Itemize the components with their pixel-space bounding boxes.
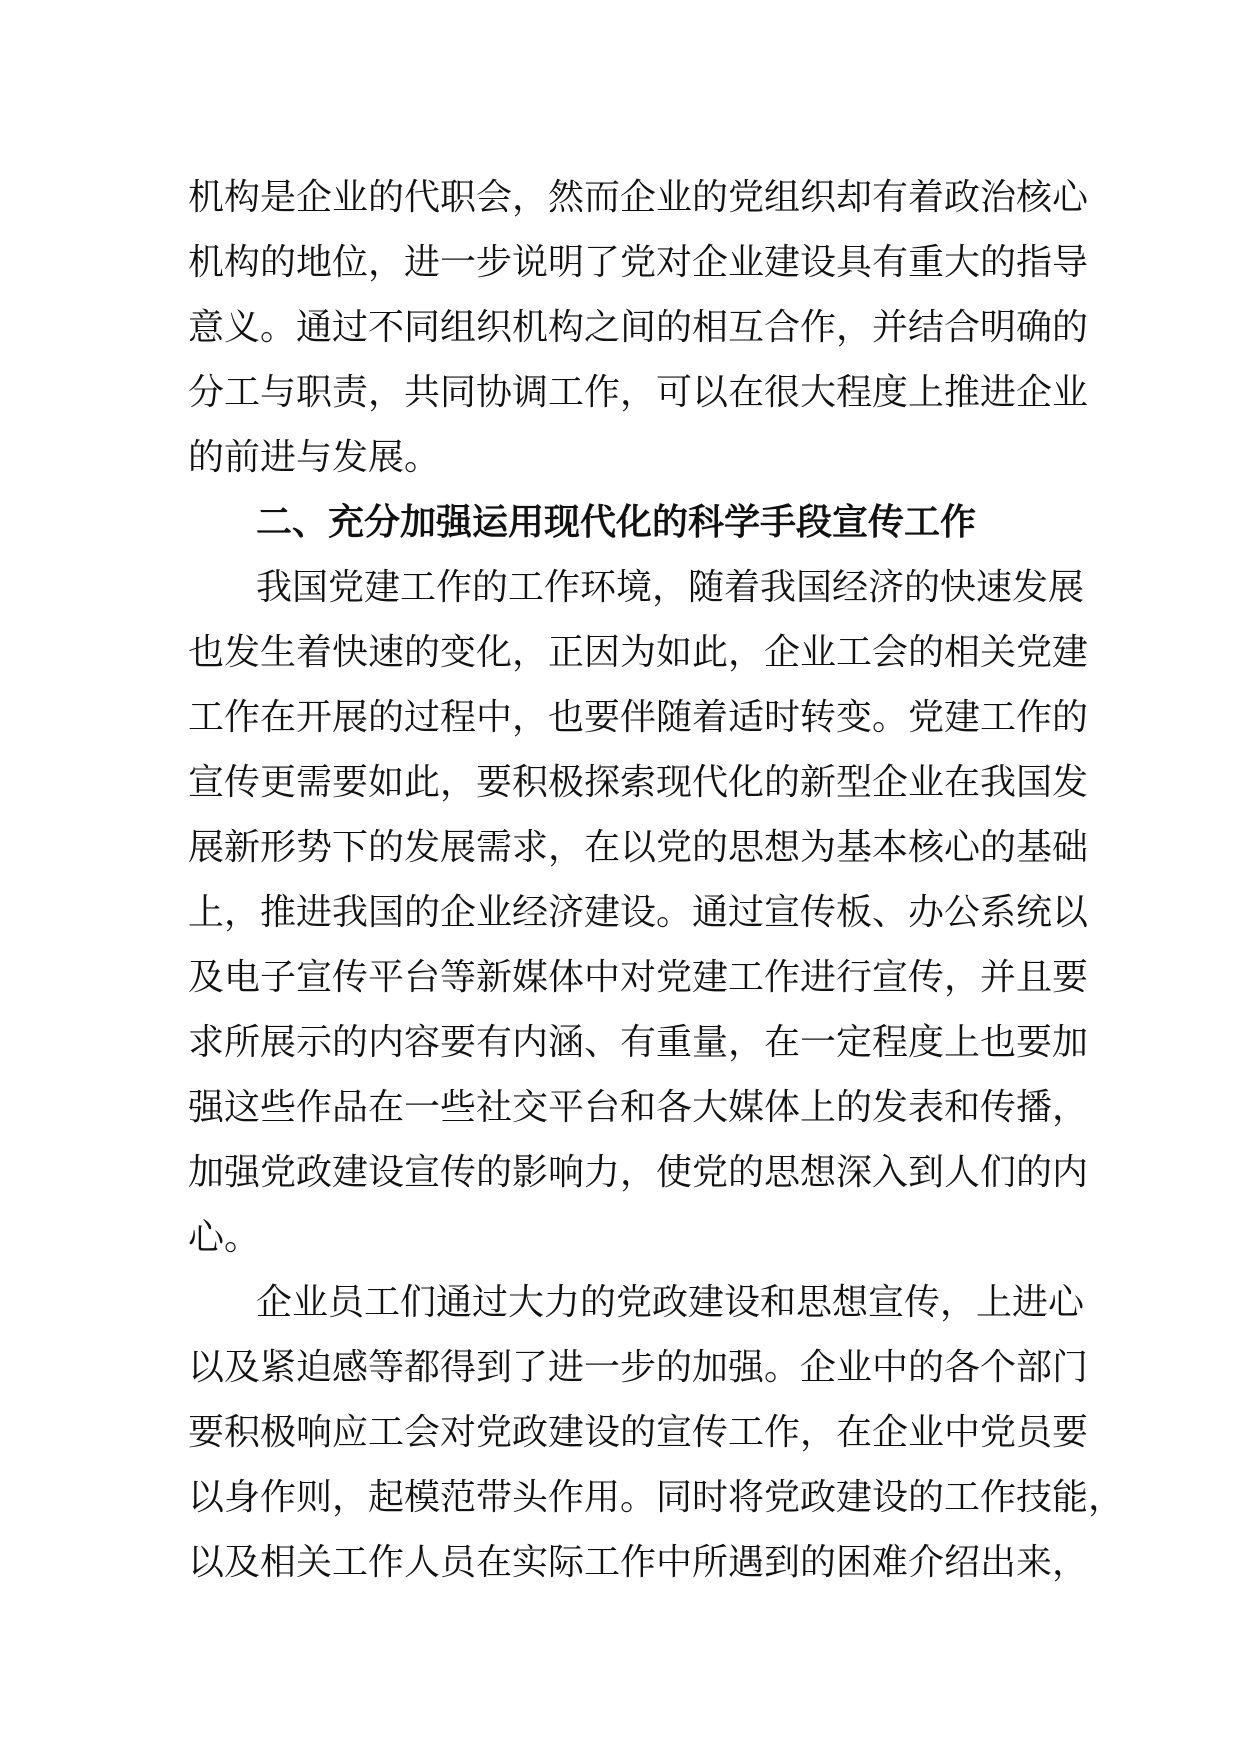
paragraph-line: 工作在开展的过程中，也要伴随着适时转变。党建工作的: [188, 697, 1089, 738]
section-heading: 二、充分加强运用现代化的科学手段宣传工作: [256, 502, 977, 543]
paragraph-line: 分工与职责，共同协调工作，可以在很大程度上推进企业: [188, 372, 1089, 413]
paragraph-line: 机构的地位，进一步说明了党对企业建设具有重大的指导: [188, 242, 1089, 283]
paragraph-line: 意义。通过不同组织机构之间的相互合作，并结合明确的: [188, 307, 1089, 348]
paragraph-line: 心。: [188, 1217, 261, 1258]
paragraph-line: 展新形势下的发展需求，在以党的思想为基本核心的基础: [188, 827, 1089, 868]
paragraph-line: 以及相关工作人员在实际工作中所遇到的困难介绍出来，: [188, 1542, 1089, 1583]
paragraph-line: 以身作则，起模范带头作用。同时将党政建设的工作技能，: [188, 1477, 1125, 1518]
paragraph-line: 的前进与发展。: [188, 437, 441, 478]
paragraph-line: 以及紧迫感等都得到了进一步的加强。企业中的各个部门: [188, 1347, 1089, 1388]
paragraph-line: 强这些作品在一些社交平台和各大媒体上的发表和传播，: [188, 1087, 1089, 1128]
paragraph-line: 及电子宣传平台等新媒体中对党建工作进行宣传，并且要: [188, 957, 1089, 998]
paragraph-line: 宣传更需要如此，要积极探索现代化的新型企业在我国发: [188, 762, 1089, 803]
paragraph-line: 机构是企业的代职会，然而企业的党组织却有着政治核心: [188, 177, 1089, 218]
paragraph-line: 求所展示的内容要有内涵、有重量，在一定程度上也要加: [188, 1022, 1089, 1063]
document-body: [188, 165, 1125, 1595]
paragraph-line: 加强党政建设宣传的影响力，使党的思想深入到人们的内: [188, 1152, 1089, 1193]
paragraph-line: 也发生着快速的变化，正因为如此，企业工会的相关党建: [188, 632, 1089, 673]
paragraph-line: 上，推进我国的企业经济建设。通过宣传板、办公系统以: [188, 892, 1089, 933]
paragraph-line: 要积极响应工会对党政建设的宣传工作，在企业中党员要: [188, 1412, 1089, 1453]
paragraph-line: 企业员工们通过大力的党政建设和思想宣传，上进心: [256, 1282, 1085, 1323]
paragraph-line: 我国党建工作的工作环境，随着我国经济的快速发展: [256, 567, 1085, 608]
